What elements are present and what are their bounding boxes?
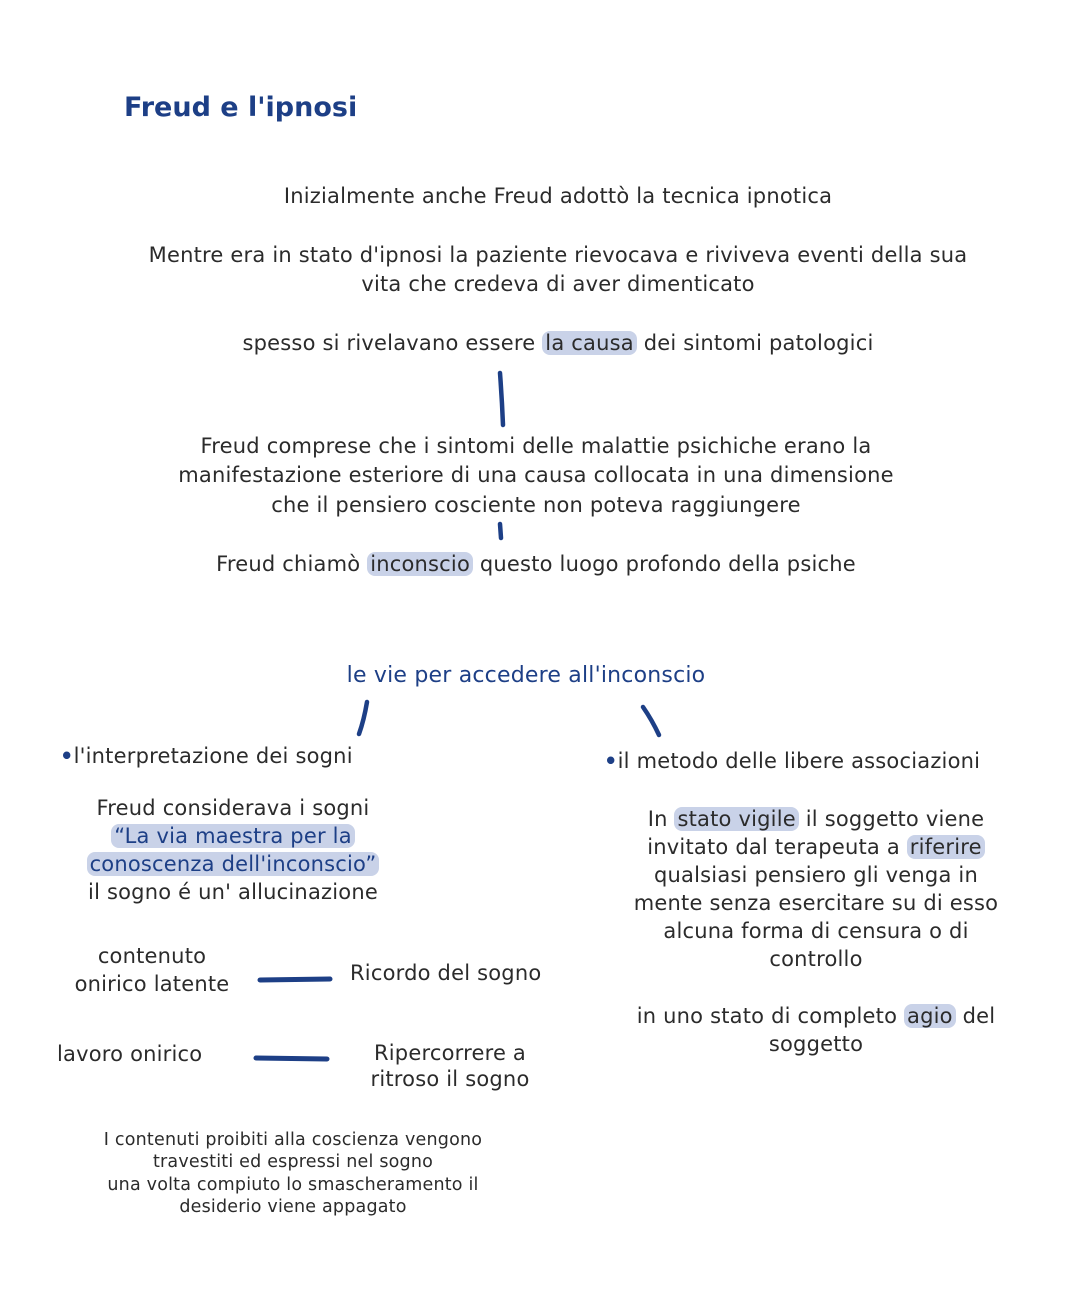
row2-left: lavoro onirico [57, 1042, 203, 1066]
row1-left-a: contenuto [97, 944, 207, 968]
left-bullet: • [60, 744, 74, 768]
intro-line-2b: vita che credeva di aver dimenticato [361, 272, 755, 296]
intro-line-4c: che il pensiero cosciente non poteva raggiungere [271, 493, 801, 517]
section-subtitle: le vie per accedere all'inconscio [346, 663, 706, 688]
connector-line-down-2 [500, 524, 501, 538]
left-note-c: una volta compiuto lo smascheramento il [107, 1175, 479, 1195]
highlight-riferire: riferire [907, 835, 985, 859]
right-p1a-pre: In [647, 807, 675, 831]
left-note-b: travestiti ed espressi nel sogno [152, 1152, 434, 1172]
highlight-agio: agio [904, 1004, 956, 1028]
right-bullet: • [604, 749, 618, 773]
right-p1b-pre: invitato dal terapeuta a [647, 835, 907, 859]
intro-line-2a: Mentre era in stato d'ipnosi la paziente rievocava e riviveva eventi della sua [148, 243, 968, 267]
highlight-la-causa: la causa [542, 331, 637, 355]
left-note-a: I contenuti proibiti alla coscienza vengono [103, 1130, 483, 1150]
dash-connector-row1 [260, 979, 330, 980]
left-heading-text: l'interpretazione dei sogni [73, 744, 353, 768]
highlight-via-maestra: “La via maestra per la [111, 824, 355, 848]
intro-line-3-post: dei sintomi patologici [636, 331, 874, 355]
row2-right-a: Ripercorrere a [373, 1041, 527, 1065]
row1-left-b: onirico latente [74, 972, 230, 996]
right-p2b: soggetto [768, 1032, 864, 1056]
intro-line-3-pre: spesso si rivelavano essere [242, 331, 543, 355]
page-title: Freud e l'ipnosi [124, 92, 358, 123]
intro-line-4b: manifestazione esteriore di una causa collocata in una dimensione [178, 463, 894, 487]
highlight-stato-vigile: stato vigile [674, 807, 798, 831]
left-p1d: il sogno é un' allucinazione [88, 880, 378, 904]
right-p1f: controllo [769, 947, 863, 971]
highlight-conoscenza: conoscenza dell'inconscio” [87, 852, 380, 876]
right-p2a-pre: in uno stato di completo [636, 1004, 905, 1028]
right-p1a-post: il soggetto viene [798, 807, 985, 831]
intro-line-5-post: questo luogo profondo della psiche [473, 552, 856, 576]
right-p1d: mente senza esercitare su di esso [633, 891, 999, 915]
dash-connector-row2 [256, 1058, 327, 1059]
right-p1e: alcuna forma di censura o di [663, 919, 969, 943]
highlight-inconscio: inconscio [367, 552, 473, 576]
right-heading-text: il metodo delle libere associazioni [617, 749, 981, 773]
right-p2a-post: del [955, 1004, 996, 1028]
intro-line-4a: Freud comprese che i sintomi delle malattie psichiche erano la [200, 434, 872, 458]
connector-branch-right [643, 707, 659, 735]
connector-branch-left [359, 702, 367, 734]
intro-line-1: Inizialmente anche Freud adottò la tecnica ipnotica [283, 184, 833, 208]
left-p1a: Freud considerava i sogni [96, 796, 370, 820]
intro-line-5-pre: Freud chiamò [216, 552, 368, 576]
row1-right: Ricordo del sogno [350, 961, 542, 985]
left-note-d: desiderio viene appagato [179, 1197, 407, 1217]
row2-right-b: ritroso il sogno [370, 1067, 530, 1091]
right-p1c: qualsiasi pensiero gli venga in [654, 863, 978, 887]
connector-line-down-1 [500, 373, 503, 425]
